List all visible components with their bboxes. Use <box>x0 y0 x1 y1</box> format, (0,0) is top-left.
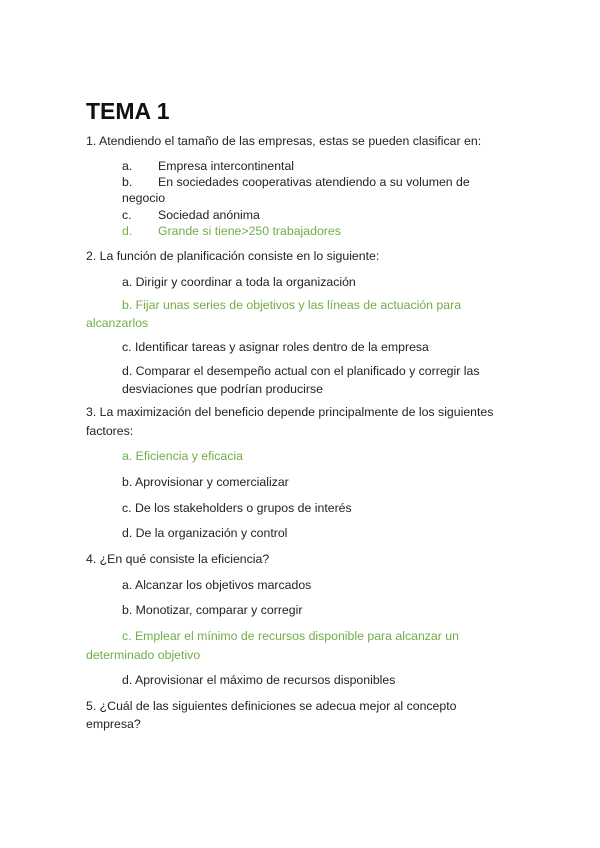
correct-answer-q4-c-cont <box>86 647 200 663</box>
line-text: a. Alcanzar los objetivos marcados <box>122 578 312 592</box>
line-text: d. De la organización y control <box>122 526 288 540</box>
correct-answer-q3-a <box>122 448 243 464</box>
line-text: 2. La función de planificación consiste en lo siguiente: <box>86 249 380 263</box>
line-text: c. Identificar tareas y asignar roles dentro de la empresa <box>122 340 429 354</box>
line-text: 5. ¿Cuál de las siguientes definiciones se adecua mejor al concepto <box>86 699 457 713</box>
line-text: Empresa intercontinental <box>158 159 295 173</box>
option-label: a. <box>122 159 133 173</box>
q4-b <box>122 602 302 618</box>
option-label: c. <box>122 208 132 222</box>
line-text: alcanzarlos <box>86 316 149 330</box>
q1-b <box>122 174 470 190</box>
q5-cont <box>86 716 141 732</box>
q2-c <box>122 339 429 355</box>
option-label: b. <box>122 175 133 189</box>
line-text: b. Aprovisionar y comercializar <box>122 475 289 489</box>
line-text: 1. Atendiendo el tamaño de las empresas, estas se pueden clasificar en: <box>86 134 482 148</box>
q2-d <box>122 363 479 379</box>
line-text: determinado objetivo <box>86 648 201 662</box>
line-text: a. Dirigir y coordinar a toda la organización <box>122 275 356 289</box>
q3-b <box>122 474 289 490</box>
line-text: 3. La maximización del beneficio depende principalmente de los siguientes <box>86 405 494 419</box>
line-text: negocio <box>122 191 166 205</box>
q3 <box>86 404 493 420</box>
q4-d <box>122 672 395 688</box>
q4-a <box>122 577 311 593</box>
q2-d-cont <box>122 381 323 397</box>
line-text: En sociedades cooperativas atendiendo a su volumen de <box>158 175 470 189</box>
q1-a <box>122 158 294 174</box>
correct-answer-q1-d <box>122 223 341 239</box>
line-text: desviaciones que podrían producirse <box>122 382 323 396</box>
q3-d <box>122 525 287 541</box>
line-text: b. Monotizar, comparar y corregir <box>122 603 303 617</box>
q2 <box>86 248 379 264</box>
page-title: TEMA 1 <box>86 98 170 124</box>
line-text: a. Eficiencia y eficacia <box>122 449 243 463</box>
q3-cont <box>86 423 133 439</box>
correct-answer-q2-b-cont <box>86 315 148 331</box>
correct-answer-q2-b <box>122 297 461 313</box>
option-label: d. <box>122 224 133 238</box>
q1 <box>86 133 481 149</box>
line-text: factores: <box>86 424 134 438</box>
q1-c <box>122 207 260 223</box>
correct-answer-q4-c <box>122 628 459 644</box>
q1-b-cont <box>122 190 165 206</box>
q3-c <box>122 500 352 516</box>
line-text: empresa? <box>86 717 141 731</box>
q5 <box>86 698 457 714</box>
line-text: c. Emplear el mínimo de recursos disponible para alcanzar un <box>122 629 459 643</box>
line-text: 4. ¿En qué consiste la eficiencia? <box>86 552 270 566</box>
line-text: d. Comparar el desempeño actual con el planificado y corregir las <box>122 364 480 378</box>
line-text: b. Fijar unas series de objetivos y las líneas de actuación para <box>122 298 462 312</box>
line-text: c. De los stakeholders o grupos de interés <box>122 501 352 515</box>
q2-a <box>122 274 356 290</box>
line-text: Grande si tiene>250 trabajadores <box>158 224 341 238</box>
q4 <box>86 551 269 567</box>
line-text: d. Aprovisionar el máximo de recursos disponibles <box>122 673 396 687</box>
line-text: Sociedad anónima <box>158 208 260 222</box>
